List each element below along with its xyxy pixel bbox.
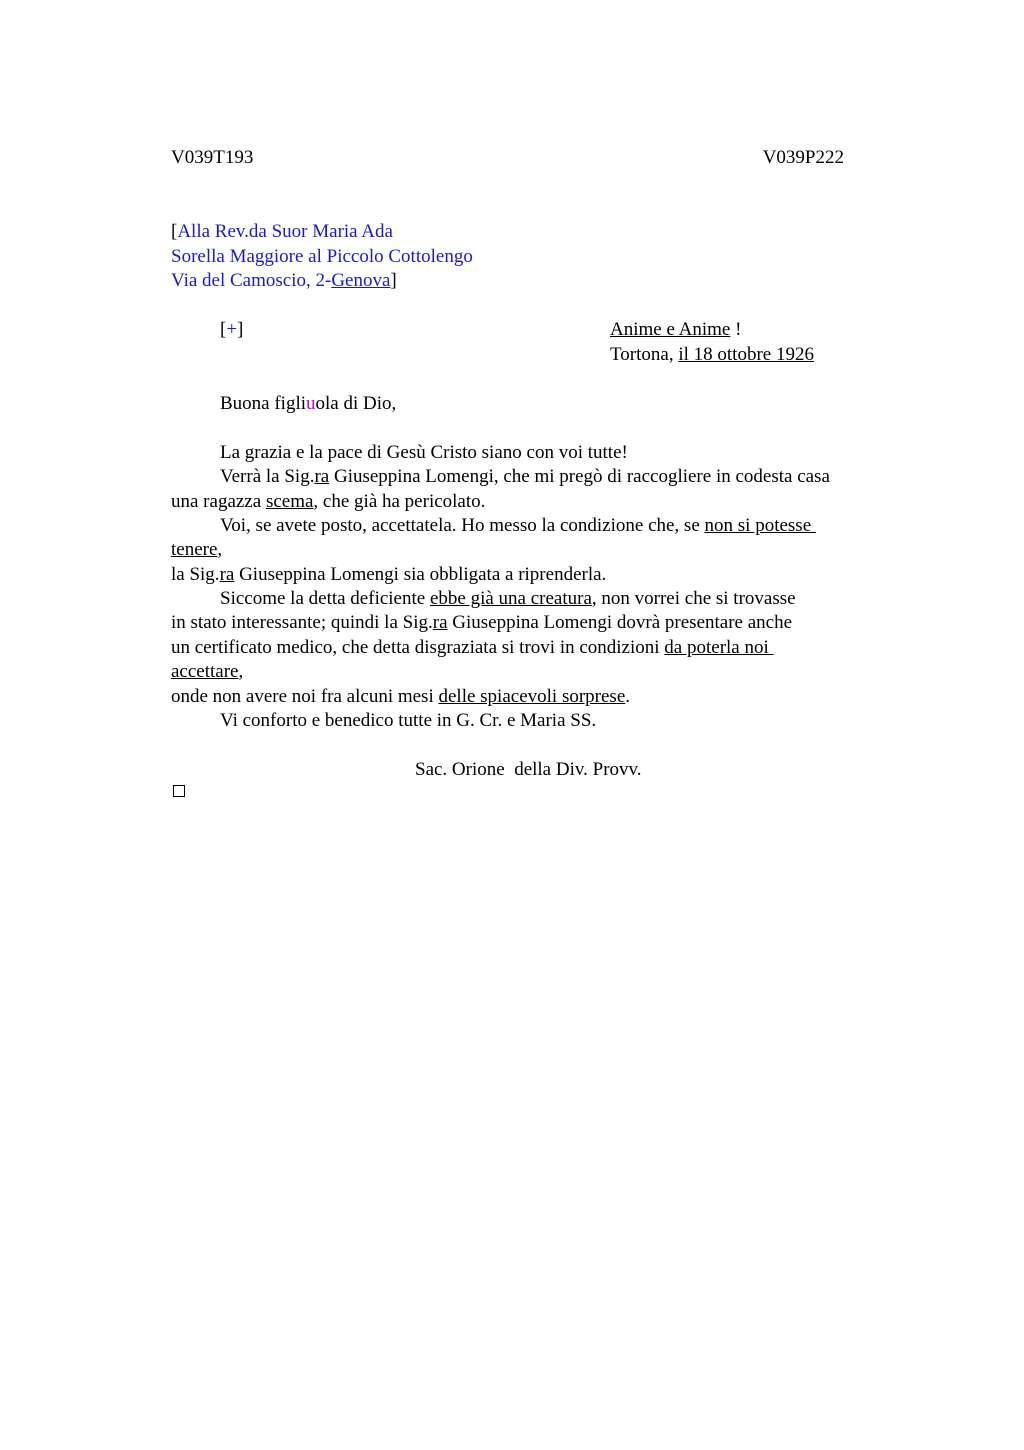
body-underlined: ra: [219, 564, 235, 585]
signature: Sac. Orione della Div. Provv.: [415, 759, 642, 780]
cross-icon: +: [226, 319, 238, 340]
ref-code-right: V039P222: [762, 147, 844, 168]
body-underlined: ebbe già una creatura: [429, 588, 592, 609]
body-text: una ragazza: [171, 491, 266, 512]
body-text: onde non avere noi fra alcuni mesi: [171, 686, 439, 707]
motto-suffix: !: [730, 319, 742, 340]
body-line-8: [171, 611, 792, 635]
body-line-2: [220, 465, 830, 489]
body-text: Giuseppina Lomengi sia obbligata a riprenderla.: [234, 564, 607, 585]
address-street: Via del Camoscio, 2-: [171, 270, 332, 291]
body-line-11: [171, 685, 630, 709]
body-text: Giuseppina Lomengi dovrà presentare anche: [447, 612, 793, 633]
body-line-3: [171, 490, 485, 514]
address-line-2: Sorella Maggiore al Piccolo Cottolengo: [171, 246, 473, 267]
salutation-part-1: Buona figli: [220, 393, 307, 414]
body-text: Verrà la Sig.: [220, 466, 315, 487]
body-line-6: [171, 563, 606, 587]
motto-text: Anime e Anime: [610, 319, 731, 340]
place-date: [610, 343, 814, 367]
body-text: .: [625, 686, 630, 707]
ref-code-left: V039T193: [171, 147, 254, 168]
motto: [610, 318, 741, 342]
body-underlined: non si potesse: [704, 515, 816, 536]
cross-open-bracket: [: [220, 319, 227, 340]
body-underlined: ra: [432, 612, 448, 633]
body-text: , che già ha pericolato.: [313, 491, 486, 512]
body-line-5: [171, 538, 222, 562]
body-line-9: [171, 636, 774, 660]
body-line-4: [220, 514, 816, 538]
body-line-10: [171, 660, 243, 684]
body-text: ,: [238, 661, 244, 682]
body-underlined: delle spiacevoli sorprese: [438, 686, 626, 707]
cross-mark: [220, 318, 243, 342]
body-line-1: La grazia e la pace di Gesù Cristo siano con voi tutte!: [220, 442, 628, 463]
address-city: Genova: [331, 270, 391, 291]
address-open-bracket: [: [171, 221, 178, 242]
body-underlined: accettare: [171, 661, 239, 682]
body-text: Giuseppina Lomengi, che mi pregò di raccogliere in codesta casa: [329, 466, 830, 487]
body-underlined: scema: [265, 491, 314, 512]
address-line-1: [171, 220, 393, 244]
cross-close-bracket: ]: [237, 319, 244, 340]
body-underlined: tenere: [171, 539, 218, 560]
body-text: un certificato medico, che detta disgraziata si trovi in condizioni: [171, 637, 665, 658]
body-text: , non vorrei che si trovasse: [591, 588, 796, 609]
body-line-7: [220, 587, 796, 611]
body-text: Voi, se avete posto, accettatela. Ho messo la condizione che, se: [220, 515, 705, 536]
address-close-bracket: ]: [390, 270, 397, 291]
body-underlined: ra: [314, 466, 330, 487]
place: Tortona,: [610, 344, 679, 365]
address-line-3: [171, 269, 397, 293]
checkbox-square-icon: [173, 785, 185, 797]
salutation-part-2: ola di Dio,: [315, 393, 397, 414]
body-text: ,: [217, 539, 223, 560]
body-text: la Sig.: [171, 564, 220, 585]
date: il 18 ottobre 1926: [678, 344, 814, 365]
salutation: [220, 392, 396, 416]
body-text: in stato interessante; quindi la Sig.: [171, 612, 433, 633]
body-underlined: da poterla noi: [664, 637, 774, 658]
salutation-highlight: u: [306, 393, 316, 414]
body-line-12: Vi conforto e benedico tutte in G. Cr. e Maria SS.: [220, 710, 597, 731]
body-text: Siccome la detta deficiente: [220, 588, 430, 609]
address-recipient: Alla Rev.da Suor Maria Ada: [177, 221, 393, 242]
